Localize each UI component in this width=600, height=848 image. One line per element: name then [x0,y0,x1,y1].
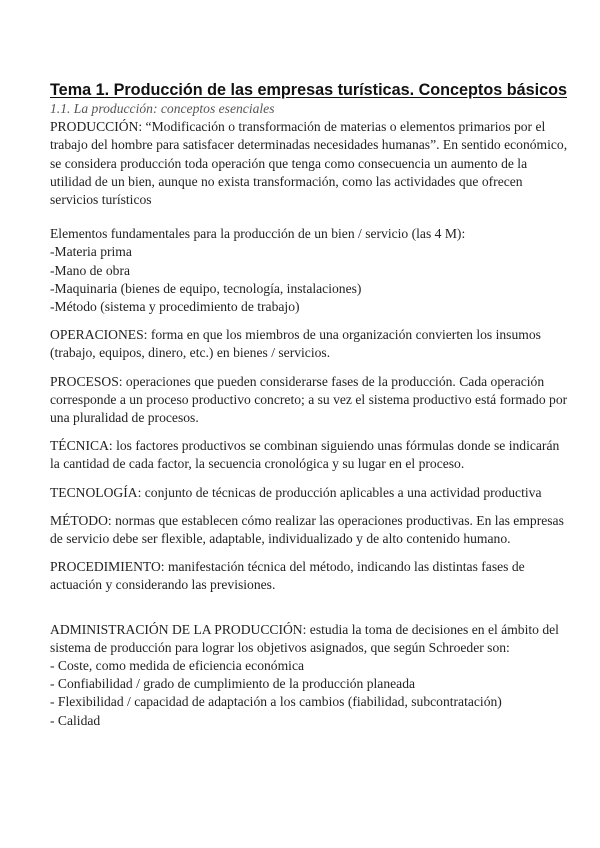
list-item: - Confiabilidad / grado de cumplimiento de la producción planeada [50,676,416,692]
elementos-intro: Elementos fundamentales para la producción de un bien / servicio (las 4 M): [50,226,466,242]
page-title: Tema 1. Producción de las empresas turísticas. Conceptos básicos [50,81,567,99]
paragraph-operaciones: OPERACIONES: forma en que los miembros de una organización convierten los insumos (trabajo, equipos, dinero, etc.) en bienes / servicios. [50,327,541,361]
paragraph-procedimiento: PROCEDIMIENTO: manifestación técnica del método, indicando las distintas fases de actuación y considerando las previsiones. [50,559,525,593]
elementos-list [50,243,570,316]
paragraph-metodo: MÉTODO: normas que establecen cómo realizar las operaciones productivas. En las empresas de servicio debe ser flexible, adaptable, individualizado y de alto contenido humano. [50,512,564,547]
paragraph-procesos: PROCESOS: operaciones que pueden considerarse fases de la producción. Cada operación corresponde a un proceso productivo concreto; a su vez el sistema productivo está formado por una pluralidad de procesos. [50,373,568,426]
administracion-intro: ADMINISTRACIÓN DE LA PRODUCCIÓN: estudia la toma de decisiones en el ámbito del sistema de producción para lograr los objetivos asignados, que según Schroeder son: [50,621,559,655]
administracion-list [50,657,570,730]
paragraph-tecnica: TÉCNICA: los factores productivos se combinan siguiendo unas fórmulas donde se indicarán la cantidad de cada factor, la secuencia cronológica y su lugar en el proceso. [50,438,560,472]
section-subtitle: 1.1. La producción: conceptos esenciales [50,101,275,116]
list-item: - Coste, como medida de eficiencia económica [50,658,305,674]
document-page [50,80,570,730]
list-item: -Mano de obra [50,262,131,278]
list-item: - Calidad [50,712,101,728]
administracion-section [50,621,570,730]
list-item: - Flexibilidad / capacidad de adaptación a los cambios (fiabilidad, subcontratación) [50,694,502,710]
paragraph-produccion: PRODUCCIÓN: “Modificación o transformación de materias o elementos primarios por el trabajo del hombre para satisfacer determinadas necesidades humanas”. En sentido económico, se considera producción toda operación que tenga como consecuencia un aumento de la utilidad de un bien, aunque no exista transformación, como las actividades que ofrecen servicios turísticos [50,119,568,208]
elementos-section [50,225,570,316]
list-item: -Maquinaria (bienes de equipo, tecnología, instalaciones) [50,280,362,296]
spacer [50,605,570,621]
list-item: -Método (sistema y procedimiento de trabajo) [50,299,300,315]
list-item: -Materia prima [50,244,132,260]
paragraph-tecnologia: TECNOLOGÍA: conjunto de técnicas de producción aplicables a una actividad productiva [50,484,542,500]
